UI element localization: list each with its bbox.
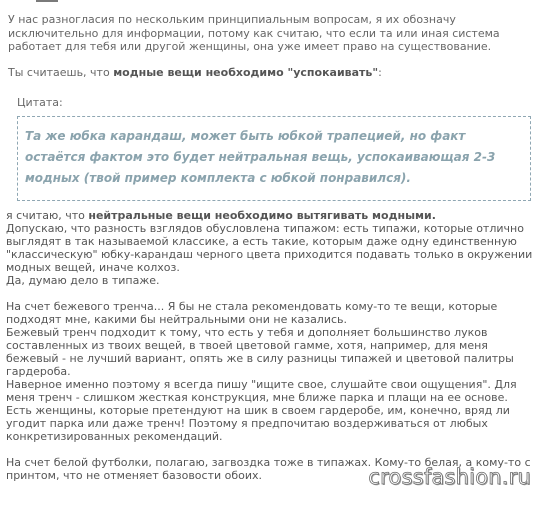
quote-box: Та же юбка карандаш, может быть юбкой трапецией, но факт остаётся фактом это будет нейтральная вещь, успокаивающая 2-3 модных (твой пример комплекта с юбкой понравился). <box>17 116 531 201</box>
quote-block <box>17 96 543 201</box>
reply-paragraph-5: Есть женщины, которые претендуют на шик в своем гардеробе, им, конечно, вряд ли угодит парка или даже тренч! Поэтому я предпочитаю воздерживаться от любых конкретизированных рекомендаций. <box>6 403 510 443</box>
intro-paragraph: У нас разногласия по нескольким принципиальным вопросам, я их обозначу исключительно для информации, потому как считаю, что если та или иная система работает для тебя или другой женщины, она уже имеет право на существование. <box>8 13 500 53</box>
question-bold: модные вещи необходимо "успокаивать" <box>113 65 379 79</box>
reply-paragraph-4: Наверное именно поэтому я всегда пишу "ищите свое, слушайте свои ощущения". Для меня тренч - слишком жесткая конструкция, мне ближе парка и плащи на ее основе. <box>6 377 517 404</box>
opinion-line <box>6 209 543 222</box>
reply-text <box>6 209 543 482</box>
quote-label: Цитата: <box>17 96 63 109</box>
question-paragraph <box>8 66 543 80</box>
opinion-bold: нейтральные вещи необходимо вытягивать модными. <box>88 208 436 222</box>
site-watermark: crossfashion.ru <box>368 465 531 489</box>
reply-paragraph-2: На счет бежевого тренча... Я бы не стала рекомендовать кому-то те вещи, которые подходят мне, какими бы нейтральными они не казались. <box>6 299 498 326</box>
opinion-prefix: я считаю, что <box>6 208 89 222</box>
reply-paragraph-1: Допускаю, что разность взглядов обусловлена типажом: есть типажи, которые отлично выглядят в так называемой классике, а есть такие, которым даже одну единственную "классическую" юбку-карандаш черного цвета приходится подавать только в окружении модных вещей, иначе колхоз. <box>6 221 533 274</box>
reply-paragraph-3: Бежевый тренч подходит к тому, что есть у тебя и дополняет большинство луков составленных из твоих вещей, в твоей цветовой гамме, хотя, например, для меня бежевый - не лучший вариант, опять же в силу разницы типажей и цветовой палитры гардероба. <box>6 325 514 378</box>
question-suffix: : <box>378 65 382 79</box>
cut-off-line <box>6 0 543 3</box>
reply-paragraph-1-end: Да, думаю дело в типаже. <box>6 273 160 287</box>
reply-paragraph-6: На счет белой футболки, полагаю, загвоздка тоже в типажах. Кому-то белая, а кому-то с принтом, что не отменяет базовости обоих. <box>6 455 531 482</box>
forum-post <box>6 0 543 482</box>
question-prefix: Ты считаешь, что <box>8 65 114 79</box>
